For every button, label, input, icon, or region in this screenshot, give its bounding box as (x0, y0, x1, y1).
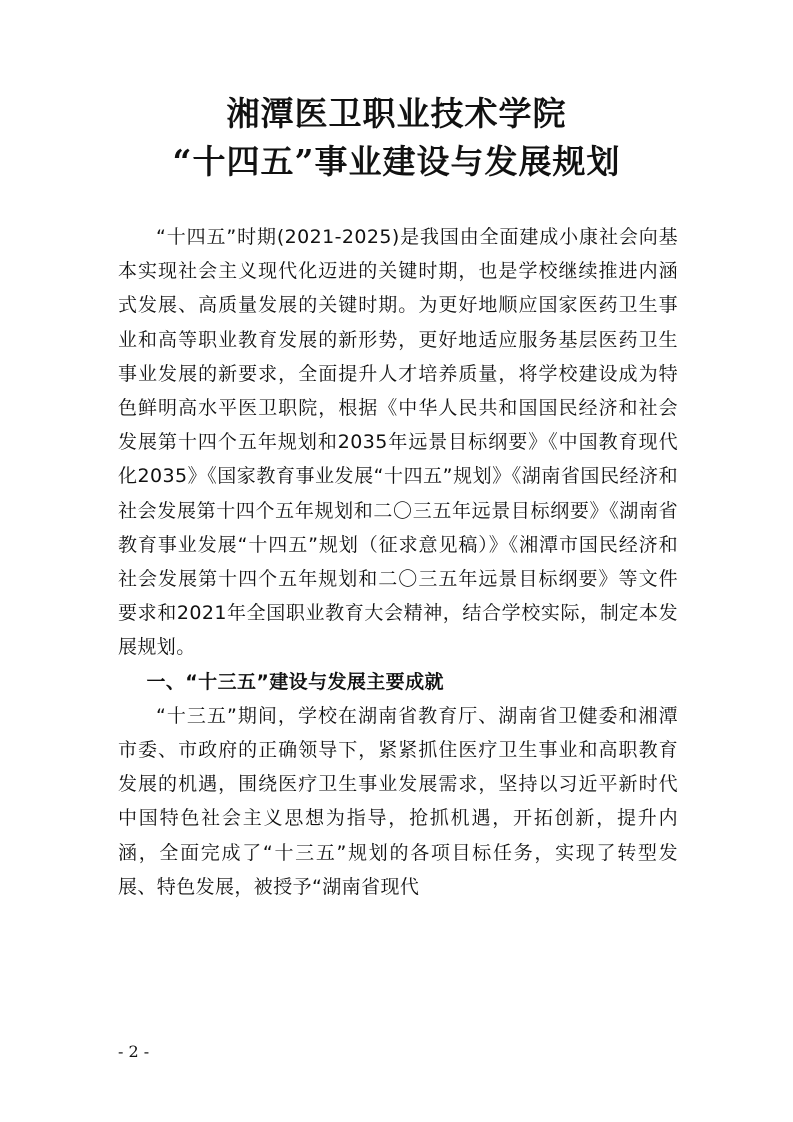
page-number: - 2 - (118, 1042, 150, 1061)
document-body (118, 220, 678, 904)
document-title (0, 90, 793, 186)
intro-paragraph: “十四五”时期(2021-2025)是我国由全面建成小康社会向基本实现社会主义现代化迈进的关键时期，也是学校继续推进内涵式发展、高质量发展的关键时期。为更好地顺应国家医药卫生事业和高等职业教育发展的新形势，更好地适应服务基层医药卫生事业发展的新要求，全面提升人才培养质量，将学校建设成为特色鲜明高水平医卫职院，根据《中华人民共和国国民经济和社会发展第十四个五年规划和2035年远景目标纲要》《中国教育现代化2035》《国家教育事业发展“十四五”规划》《湖南省国民经济和社会发展第十四个五年规划和二〇三五年远景目标纲要》《湖南省教育事业发展“十四五”规划（征求意见稿）》《湘潭市国民经济和社会发展第十四个五年规划和二〇三五年远景目标纲要》等文件要求和2021年全国职业教育大会精神，结合学校实际，制定本发展规划。 (118, 226, 678, 659)
section-heading: 一、“十三五”建设与发展主要成就 (146, 670, 444, 693)
title-line-plan: “十四五”事业建设与发展规划 (172, 142, 621, 181)
title-line-school: 湘潭医卫职业技术学院 (226, 94, 567, 133)
achievements-paragraph: “十三五”期间，学校在湖南省教育厅、湖南省卫健委和湘潭市委、市政府的正确领导下，紧紧抓住医疗卫生事业和高职教育发展的机遇，围绕医疗卫生事业发展需求，坚持以习近平新时代中国特色社会主义思想为指导，抢抓机遇，开拓创新，提升内涵，全面完成了“十三五”规划的各项目标任务，实现了转型发展、特色发展，被授予“湖南省现代 (118, 704, 678, 898)
